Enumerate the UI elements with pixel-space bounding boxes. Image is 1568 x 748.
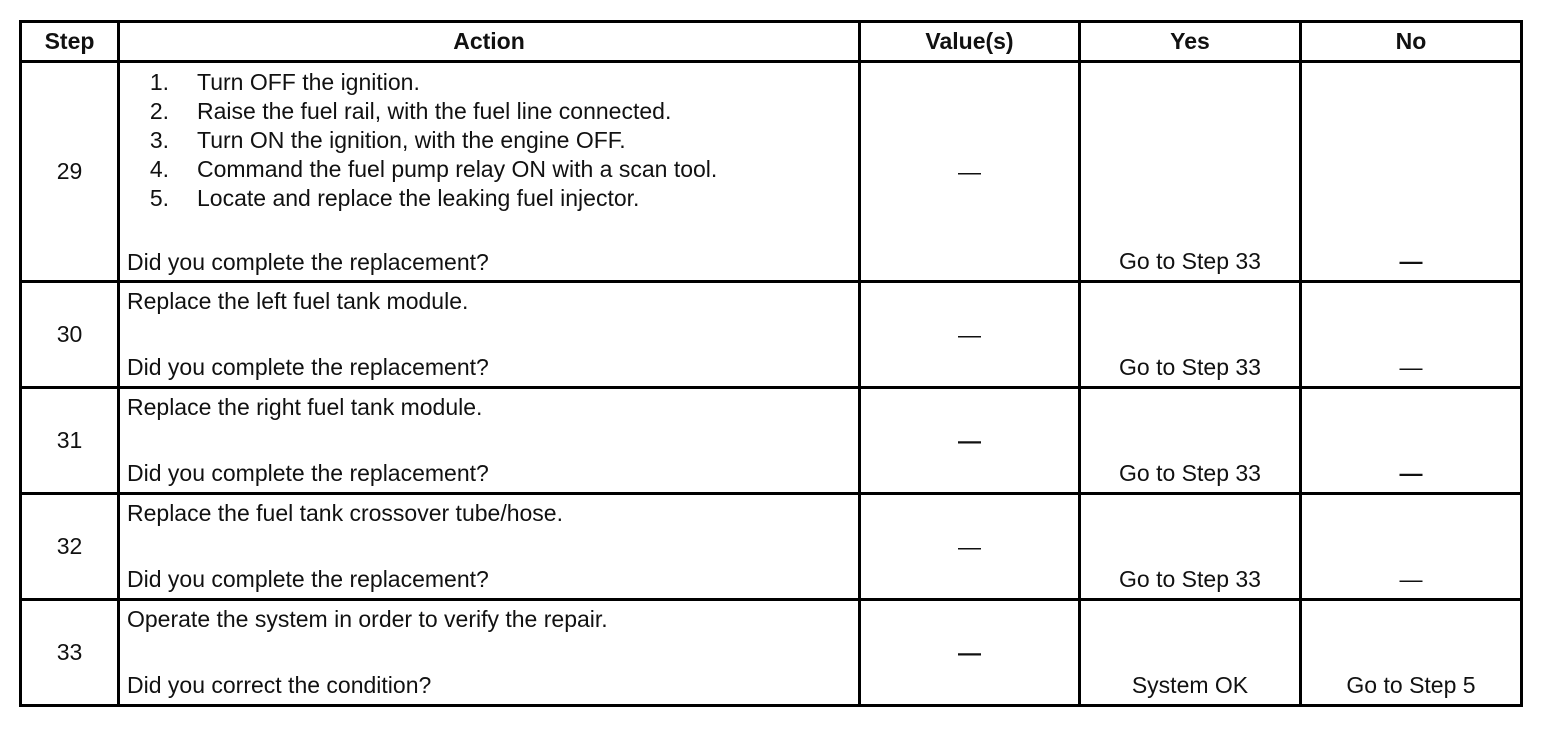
yes-text: Go to Step 33 <box>1119 566 1261 592</box>
yes-cell <box>1080 62 1301 282</box>
step-number: 31 <box>21 388 119 494</box>
header-action: Action <box>119 22 860 62</box>
action-cell <box>119 494 860 600</box>
yes-cell <box>1080 600 1301 706</box>
list-item: 2. Raise the fuel rail, with the fuel line connected. <box>149 98 672 124</box>
action-question: Did you correct the condition? <box>127 672 432 698</box>
value-text: — <box>958 533 981 559</box>
value-cell <box>860 388 1080 494</box>
action-instruction: Replace the left fuel tank module. <box>127 288 469 314</box>
header-step: Step <box>21 22 119 62</box>
no-text: Go to Step 5 <box>1346 672 1476 698</box>
no-cell <box>1301 600 1522 706</box>
step-number: 33 <box>21 600 119 706</box>
list-item: 4. Command the fuel pump relay ON with a scan tool. <box>149 156 718 182</box>
no-text: — <box>1399 566 1423 592</box>
yes-text: Go to Step 33 <box>1119 460 1261 486</box>
action-question: Did you complete the replacement? <box>127 460 489 486</box>
action-cell <box>119 282 860 388</box>
yes-cell <box>1080 388 1301 494</box>
diagnostic-table <box>19 20 1523 707</box>
action-question: Did you complete the replacement? <box>127 354 489 380</box>
yes-cell <box>1080 494 1301 600</box>
action-cell <box>119 600 860 706</box>
step-number: 30 <box>21 282 119 388</box>
action-cell <box>119 388 860 494</box>
yes-text: Go to Step 33 <box>1119 248 1261 274</box>
table-row <box>21 62 1522 282</box>
table-row <box>21 600 1522 706</box>
action-instruction: Operate the system in order to verify the repair. <box>127 606 608 632</box>
action-instruction: Replace the right fuel tank module. <box>127 394 483 420</box>
list-item: 5. Locate and replace the leaking fuel injector. <box>149 185 640 211</box>
header-no: No <box>1301 22 1522 62</box>
value-text: — <box>958 158 981 184</box>
yes-cell <box>1080 282 1301 388</box>
value-cell <box>860 600 1080 706</box>
no-cell <box>1301 282 1522 388</box>
list-item: 3. Turn ON the ignition, with the engine OFF. <box>149 127 626 153</box>
table-row <box>21 282 1522 388</box>
no-text: — <box>1399 460 1423 486</box>
no-cell <box>1301 62 1522 282</box>
header-row <box>21 22 1522 62</box>
table-row <box>21 494 1522 600</box>
action-instruction: Replace the fuel tank crossover tube/hose. <box>127 500 563 526</box>
value-text: — <box>958 321 981 347</box>
value-text: — <box>958 427 981 453</box>
diagnostic-table-container <box>19 20 1520 724</box>
table-row <box>21 388 1522 494</box>
step-number: 32 <box>21 494 119 600</box>
value-text: — <box>958 639 981 665</box>
list-item: 1. Turn OFF the ignition. <box>149 69 420 95</box>
value-cell <box>860 62 1080 282</box>
action-question: Did you complete the replacement? <box>127 566 489 592</box>
no-cell <box>1301 494 1522 600</box>
header-values: Value(s) <box>860 22 1080 62</box>
no-text: — <box>1399 354 1423 380</box>
yes-text: Go to Step 33 <box>1119 354 1261 380</box>
step-number: 29 <box>21 62 119 282</box>
header-yes: Yes <box>1080 22 1301 62</box>
value-cell <box>860 494 1080 600</box>
yes-text: System OK <box>1131 672 1249 698</box>
no-text: — <box>1399 248 1423 274</box>
action-step-list <box>120 68 852 213</box>
action-question: Did you complete the replacement? <box>127 249 489 275</box>
action-cell <box>119 62 860 282</box>
no-cell <box>1301 388 1522 494</box>
value-cell <box>860 282 1080 388</box>
